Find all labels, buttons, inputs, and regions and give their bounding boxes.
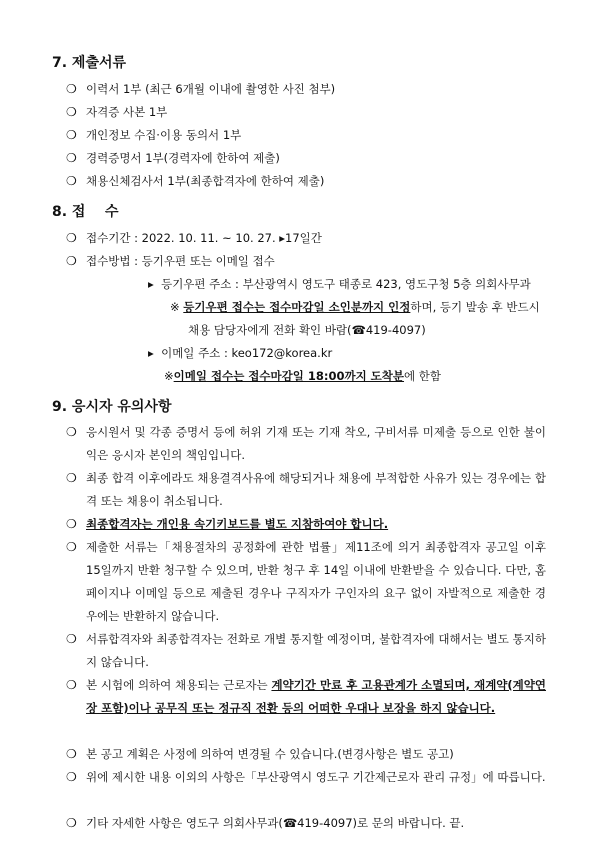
- email-note: ※이메일 접수는 접수마감일 18:00까지 도착분에 한함: [164, 369, 441, 383]
- notice-item: ❍ 최종합격자는 개인용 속기키보드를 별도 지참하여야 합니다.: [66, 513, 546, 536]
- section-8-title: 8. 접 수: [52, 204, 119, 220]
- circle-bullet-icon: ❍: [66, 425, 77, 439]
- notice-item: ❍ 위에 제시한 내용 이외의 사항은「부산광역시 영도구 기간제근로자 관리 규정」에 따릅니다.: [66, 766, 546, 789]
- circle-bullet-icon: ❍: [66, 82, 77, 96]
- circle-bullet-icon: ❍: [66, 747, 77, 761]
- circle-bullet-icon: ❍: [66, 471, 77, 485]
- circle-bullet-icon: ❍: [66, 105, 77, 119]
- circle-bullet-icon: ❍: [66, 678, 77, 692]
- circle-bullet-icon: ❍: [66, 151, 77, 165]
- section-7-title: 7. 제출서류: [52, 55, 127, 71]
- notice-item: ❍ 본 시험에 의하여 채용되는 근로자는 계약기간 만료 후 고용관계가 소멸되며, 재계약(계약연장 포함)이나 공무직 또는 정규직 전환 등의 어떠한 우대나 보장을 하지 않습니다.: [66, 674, 546, 720]
- reference-mark-icon: ※: [170, 300, 180, 314]
- circle-bullet-icon: ❍: [66, 174, 77, 188]
- triangle-bullet-icon: ▸: [148, 277, 154, 291]
- notice-item: ❍ 서류합격자와 최종합격자는 전화로 개별 통지할 예정이며, 불합격자에 대해서는 별도 통지하지 않습니다.: [66, 628, 546, 674]
- mail-note-line2: 채용 담당자에게 전화 확인 바람(☎419-4097): [188, 323, 426, 337]
- notice-item: ❍ 최종 합격 이후에라도 채용결격사유에 해당되거나 채용에 부적합한 사유가 있는 경우에는 합격 또는 채용이 취소됩니다.: [66, 467, 546, 513]
- mail-address: ▸ 등기우편 주소 : 부산광역시 영도구 태종로 423, 영도구청 5층 의회사무과: [148, 277, 531, 291]
- reference-mark-icon: ※: [164, 369, 174, 383]
- circle-bullet-icon: ❍: [66, 816, 77, 830]
- circle-bullet-icon: ❍: [66, 231, 77, 245]
- email-address: ▸ 이메일 주소 : keo172@korea.kr: [148, 346, 333, 360]
- circle-bullet-icon: ❍: [66, 517, 77, 531]
- notice-item: ❍ 기타 자세한 사항은 영도구 의회사무과(☎419-4097)로 문의 바랍니다. 끝.: [66, 812, 546, 835]
- circle-bullet-icon: ❍: [66, 632, 77, 646]
- notice-item: ❍ 본 공고 계획은 사정에 의하여 변경될 수 있습니다.(변경사항은 별도 공고): [66, 743, 546, 766]
- circle-bullet-icon: ❍: [66, 254, 77, 268]
- circle-bullet-icon: ❍: [66, 540, 77, 554]
- mail-note: ※ 등기우편 접수는 접수마감일 소인분까지 인정하며, 등기 발송 후 반드시: [170, 300, 540, 314]
- notice-item: ❍ 응시원서 및 각종 증명서 등에 허위 기재 또는 기재 착오, 구비서류 미제출 등으로 인한 불이익은 응시자 본인의 책임입니다.: [66, 421, 546, 467]
- circle-bullet-icon: ❍: [66, 128, 77, 142]
- document-page: 7. 제출서류 ❍ 이력서 1부 (최근 6개월 이내에 촬영한 사진 첨부) ❍ 자격증 사본 1부 ❍ 개인정보 수집·이용 동의서 1부 ❍ 경력증명서 1부(경력자에 한하여 제출) ❍ 채용신체검사서 1부(최종합격자에 한하여 제출) 8. 접 수 ❍ 접수기간 : 2022. 10. 11. ~ 10. 27. ▸17일간 ❍ 접수방법 : 등기우편 또는 이메일 접수 ▸ 등기우편 주소 : 부산광역시 영도구 태종로 423, 영도구청 5층 의회사무과 ※ 등기우편 접수는 접수마감일 소인분까지 인정하며, 등기 발송 후 반드시 채용 담당자에게 전화 확인 바람(☎419-4097) ▸ 이메일 주소 : keo172@korea.kr ※이메일 접수는 접수마감일 18:00까지 도착분에 한함 9. 응시자 유의사항 ❍ 응시원서 및 각종 증명서 등에 허위 기재 또는 기재 착오, 구비서류 미제출 등으로 인한 불이익은 응시자 본인의 책임입니다. ❍ 최종 합격 이후에라도 채용결격사유에 해당되거나 채용에 부적합한 사유가 있는 경우에는 합격 또는 채용이 취소됩니다. ❍ 최종합격자는 개인용 속기키보드를 별도 지참하여야 합니다. ❍ 제출한 서류는「채용절차의 공정화에 관한 법률」제11조에 의거 최종합격자 공고일 이후 15일까지 반환 청구할 수 있으며, 반환 청구 후 14일 이내에 반환받을 수 있습니다. 다만, 홈페이지나 이메일 등으로 제출된 경우나 구직자가 구인자의 요구 없이 자발적으로 제출한 경우에는 반환하지 않습니다. ❍ 서류합격자와 최종합격자는 전화로 개별 통지할 예정이며, 불합격자에 대해서는 별도 통지하지 않습니다. ❍ 본 시험에 의하여 채용되는 근로자는 계약기간 만료 후 고용관계가 소멸되며, 재계약(계약연장 포함)이나 공무직 또는 정규직 전환 등의 어떠한 우대나 보장을 하지 않습니다. ❍ 본 공고 계획은 사정에 의하여 변경될 수 있습니다.(변경사항은 별도 공고) ❍ 위에 제시한 내용 이외의 사항은「부산광역시 영도구 기간제근로자 관리 규정」에 따릅니다. ❍ 기타 자세한 사항은 영도구 의회사무과(☎419-4097)로 문의 바랍니다. 끝.: [0, 0, 600, 849]
- section-9-title: 9. 응시자 유의사항: [52, 399, 172, 415]
- triangle-bullet-icon: ▸: [148, 346, 154, 360]
- circle-bullet-icon: ❍: [66, 770, 77, 784]
- notice-item: ❍ 제출한 서류는「채용절차의 공정화에 관한 법률」제11조에 의거 최종합격자 공고일 이후 15일까지 반환 청구할 수 있으며, 반환 청구 후 14일 이내에 반환받을 수 있습니다. 다만, 홈페이지나 이메일 등으로 제출된 경우나 구직자가 구인자의 요구 없이 자발적으로 제출한 경우에는 반환하지 않습니다.: [66, 536, 546, 628]
